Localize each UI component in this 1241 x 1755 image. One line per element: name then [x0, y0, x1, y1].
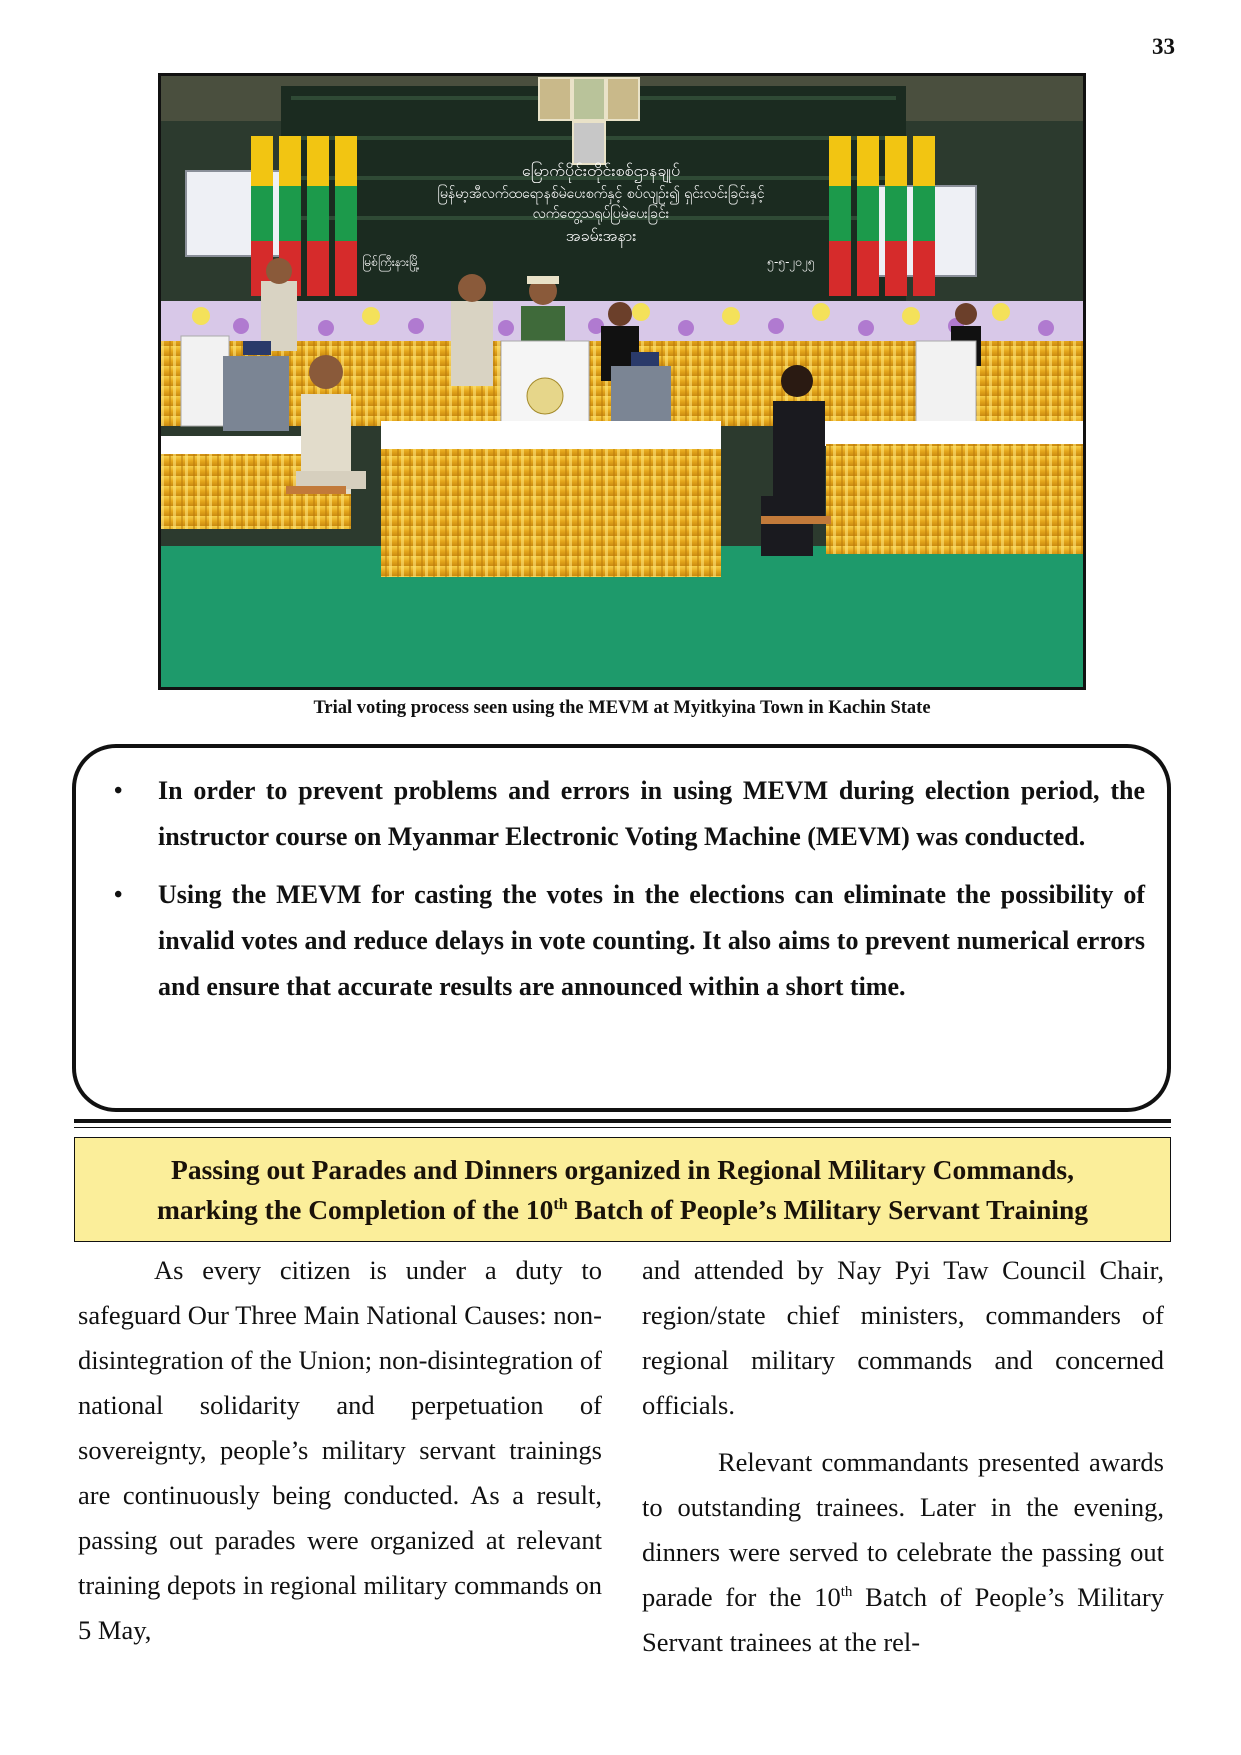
portrait-frame — [607, 78, 639, 120]
photo-caption: Trial voting process seen using the MEVM at Myitkyina Town in Kachin State — [313, 698, 931, 718]
voting-booth — [916, 341, 976, 431]
article-paragraph: and attended by Nay Pyi Taw Council Chair, region/state chief ministers, commanders of regional military commands and concerned officials. — [642, 1255, 1164, 1420]
portrait-frame — [573, 78, 605, 120]
banner-line: အခမ်းအနား — [565, 226, 637, 245]
highlight-item — [104, 872, 1145, 1010]
headline-line-2: marking the Completion of the 10th Batch of People’s Military Servant Training — [156, 1194, 1089, 1225]
portrait-frame — [573, 122, 605, 164]
divider-rule — [74, 1127, 1171, 1128]
portrait-frame — [539, 78, 571, 120]
bullet-icon: • — [114, 778, 123, 804]
highlight-text: Using the MEVM for casting the votes in the elections can eliminate the possibility of invalid votes and reduce delays in vote counting. It also aims to prevent numerical errors and ensure that accurate results are announced within a short time. — [158, 880, 1145, 1001]
banner-line: မြန်မာ့အီလက်ထရောနစ်မဲပေးစက်နှင့် စပ်လျဉ်း၍ ရှင်းလင်းခြင်းနှင့် — [437, 186, 765, 202]
page-number: 33 — [1152, 34, 1175, 59]
chair — [761, 516, 831, 524]
banner-line: မြောက်ပိုင်းတိုင်းစစ်ဌာနချုပ် — [521, 161, 681, 180]
highlight-text: In order to prevent problems and errors in using MEVM during election period, the instructor course on Myanmar Electronic Voting Machine (MEVM) was conducted. — [158, 776, 1145, 851]
chair — [286, 486, 346, 494]
article-paragraph: As every citizen is under a duty to safeguard Our Three Main National Causes: non-disintegration of the Union; non-disintegration of national solidarity and perpetuation of sovereignty, people’s military servant trainings are continuously being conducted. As a result, passing out parades were organized at relevant training depots in regional military commands on 5 May, — [78, 1255, 603, 1645]
ballot-box — [223, 356, 289, 431]
highlight-box — [72, 744, 1171, 1112]
article-column-right — [642, 1248, 1164, 1665]
divider-rule — [74, 1119, 1171, 1123]
banner-place: မြစ်ကြီးနားမြို့ — [362, 255, 420, 269]
highlight-item — [104, 768, 1145, 860]
bullet-icon: • — [114, 882, 123, 908]
banner-line: လက်တွေ့သရုပ်ပြမဲပေးခြင်း — [532, 206, 670, 222]
article-column-left — [78, 1248, 602, 1653]
event-photo — [158, 73, 1086, 690]
article-paragraph: Relevant commandants presented awards to outstanding trainees. Later in the evening, dinners were served to celebrate the passing out parade for the 10th Batch of People’s Military Servant trainees at the rel- — [642, 1447, 1164, 1657]
article-headline — [74, 1137, 1171, 1242]
voting-booth — [181, 336, 229, 426]
banner-date: ၅-၅-၂၀၂၅ — [767, 255, 815, 269]
headline-line-1: Passing out Parades and Dinners organized in Regional Military Commands, — [171, 1154, 1074, 1185]
